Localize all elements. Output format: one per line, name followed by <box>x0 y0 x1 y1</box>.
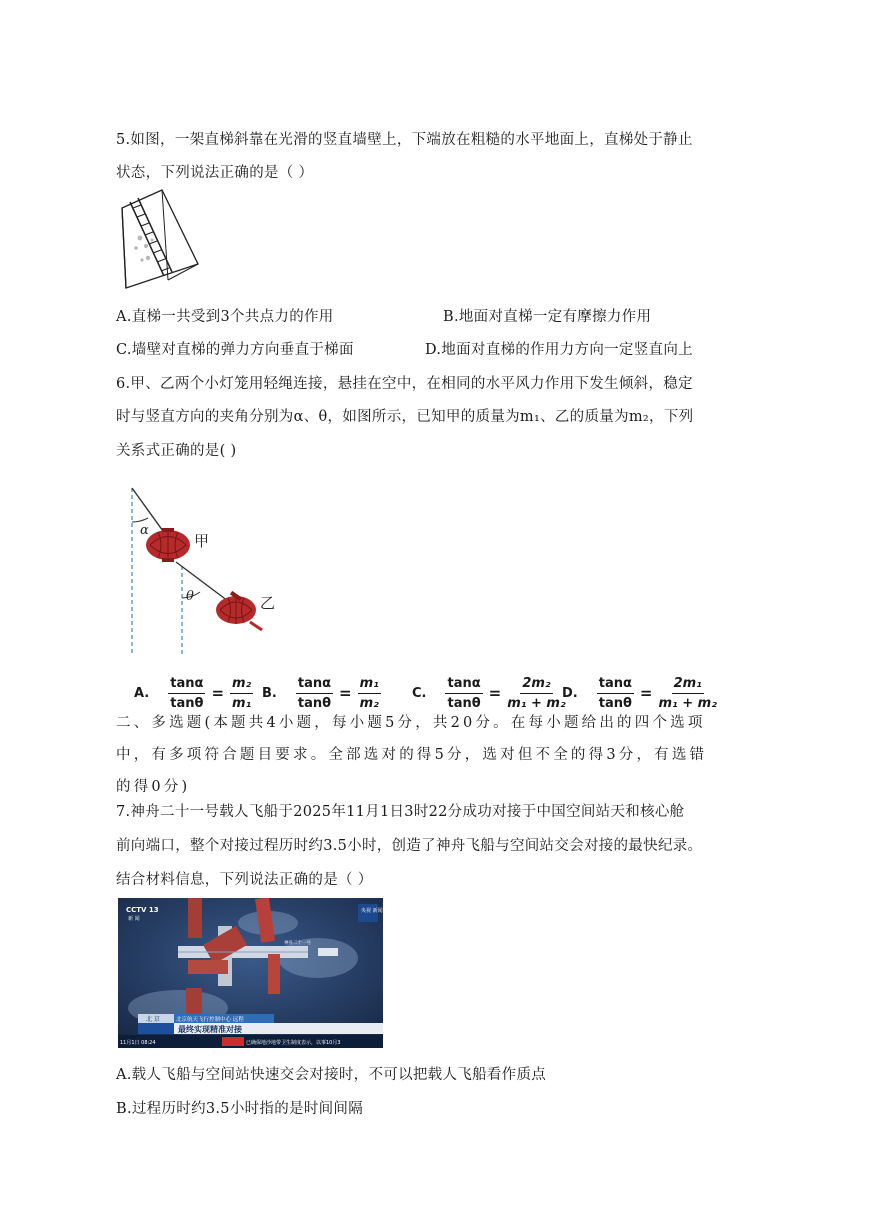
ship-label: 神舟二十一号 <box>284 941 311 946</box>
ticker-left: 11月1日 08:24 <box>120 1040 156 1046</box>
section2-line2: 中，有多项符合题目要求。全部选对的得5分，选对但不全的得3分，有选错 <box>116 747 708 763</box>
cctv-logo: CCTV 13 <box>126 906 159 914</box>
q6-stem-line1: 6.甲、乙两个小灯笼用轻绳连接，悬挂在空中，在相同的水平风力作用下发生倾斜，稳定 <box>116 376 693 392</box>
q5-option-c: C.墙壁对直梯的弹力方向垂直于梯面 <box>116 342 354 358</box>
q7-option-b: B.过程历时约3.5小时指的是时间间隔 <box>116 1101 364 1117</box>
lantern-jia <box>146 528 190 562</box>
yi-label: 乙 <box>260 594 276 612</box>
q6-option-d: D. $\frac{\tan\alpha}{\tan\theta}$ = $\frac{\text{2m₁}}{\text{m₁ + m₂}}$ <box>562 675 717 711</box>
caption-main: 最终实现精准对接 <box>178 1025 242 1034</box>
q5-option-d: D.地面对直梯的作用力方向一定竖直向上 <box>425 342 693 358</box>
q6-option-c: C. $\frac{\tan\alpha}{\tan\theta}$ = $\frac{\text{2m₂}}{\text{m₁ + m₂}}$ <box>412 675 566 711</box>
q5-stem-line2: 状态，下列说法正确的是（ ） <box>116 165 314 181</box>
alpha-label: α <box>140 523 149 538</box>
corner-badge: 央视 新闻 <box>361 908 383 914</box>
q7-stem-line1: 7.神舟二十一号载人飞船于2025年11月1日3时22分成功对接于中国空间站天和核心舱 <box>116 804 685 820</box>
q5-option-a: A.直梯一共受到3个共点力的作用 <box>116 309 334 325</box>
cctv-logo-sub: 新 闻 <box>128 916 140 922</box>
section2-line3: 的得0分) <box>116 779 191 795</box>
theta-label: θ <box>186 589 194 604</box>
q6-option-a: A. $\frac{\tan\alpha}{\tan\theta}$ = $\frac{\text{m₂}}{\text{m₁}}$ <box>134 675 252 711</box>
news-screenshot <box>118 898 383 1048</box>
caption-small: 北京航天飞行控制中心 远程 <box>176 1017 244 1023</box>
q5-stem-line1: 5.如图，一架直梯斜靠在光滑的竖直墙壁上，下端放在粗糙的水平地面上，直梯处于静止 <box>116 132 693 148</box>
q7-stem-line3: 结合材料信息，下列说法正确的是（ ） <box>116 872 373 888</box>
q7-stem-line2: 前向端口，整个对接过程历时约3.5小时，创造了神舟飞船与空间站交会对接的最快纪录。 <box>116 838 703 854</box>
ticker-text: 已确保地沙地带卫生制度表示，以事10月3 <box>246 1040 341 1046</box>
section2-line1: 二、多选题(本题共4小题，每小题5分，共20分。在每小题给出的四个选项 <box>116 715 706 731</box>
q6-option-b: B. $\frac{\tan\alpha}{\tan\theta}$ = $\frac{\text{m₁}}{\text{m₂}}$ <box>262 675 379 711</box>
tag-place: 北 京 <box>146 1016 160 1023</box>
jia-label: 甲 <box>194 532 210 550</box>
q5-option-b: B.地面对直梯一定有摩擦力作用 <box>443 309 652 325</box>
q7-option-a: A.载人飞船与空间站快速交会对接时，不可以把载人飞船看作质点 <box>116 1067 547 1083</box>
lantern-figure <box>120 480 290 660</box>
q6-stem-line2: 时与竖直方向的夹角分别为α、θ，如图所示，已知甲的质量为m₁、乙的质量为m₂，下列 <box>116 409 694 425</box>
ladder-figure <box>118 188 204 296</box>
q6-stem-line3: 关系式正确的是( ) <box>116 443 237 459</box>
